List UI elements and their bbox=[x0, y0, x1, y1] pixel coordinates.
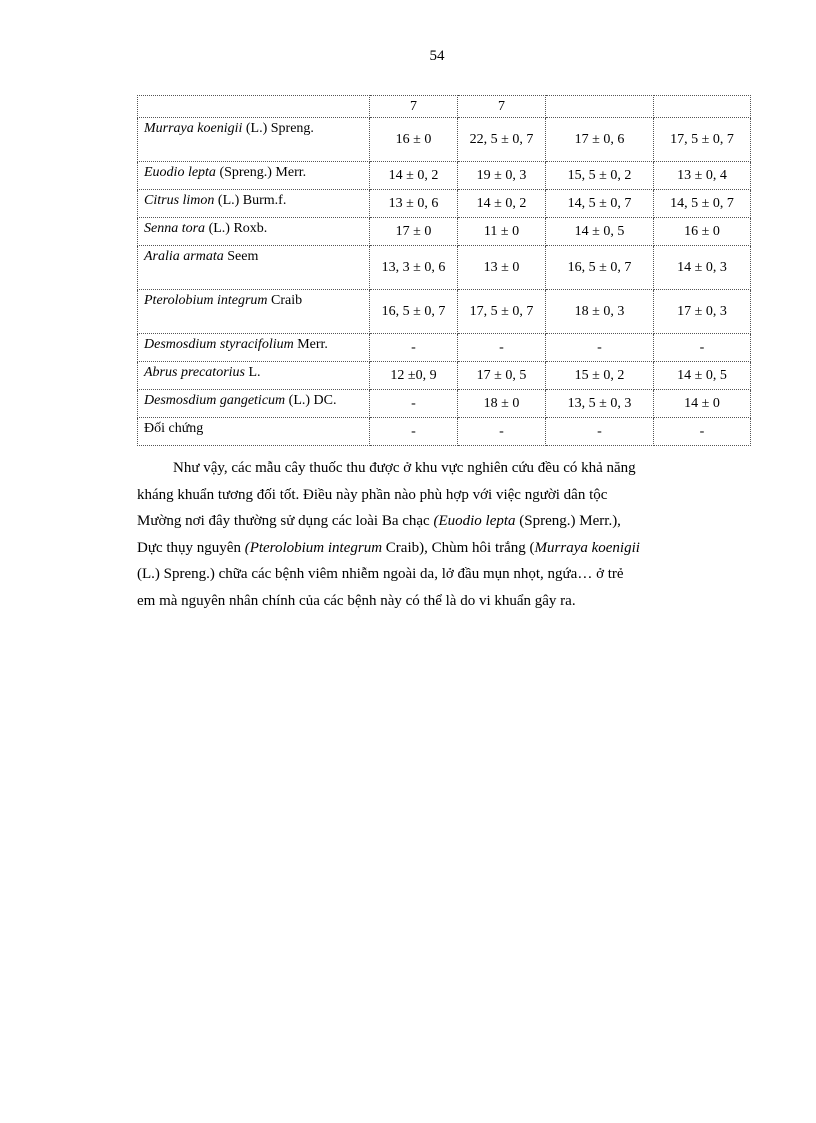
value-cell: - bbox=[458, 334, 546, 362]
value-cell: 19 ± 0, 3 bbox=[458, 162, 546, 190]
species-author: (Spreng.) Merr. bbox=[215, 165, 307, 180]
value-cell: - bbox=[370, 418, 458, 446]
table-row bbox=[138, 362, 751, 390]
species-name-cell bbox=[138, 96, 370, 118]
value-cell: 17 ± 0 bbox=[370, 218, 458, 246]
table-row bbox=[138, 334, 751, 362]
paragraph-line: Như vậy, các mẫu cây thuốc thu được ở khu vực nghiên cứu đều có khả năng bbox=[173, 460, 636, 476]
value-cell: 7 bbox=[458, 96, 546, 118]
species-name-cell bbox=[138, 390, 370, 418]
species-name-cell bbox=[138, 418, 370, 446]
table-row bbox=[138, 246, 751, 290]
value-cell: 13 ± 0, 6 bbox=[370, 190, 458, 218]
value-cell: - bbox=[458, 418, 546, 446]
species-name-italic: Desmosdium gangeticum bbox=[144, 393, 286, 408]
value-cell: 15 ± 0, 2 bbox=[546, 362, 654, 390]
table-row bbox=[138, 162, 751, 190]
value-cell: - bbox=[546, 334, 654, 362]
value-cell: 15, 5 ± 0, 2 bbox=[546, 162, 654, 190]
value-cell: 13 ± 0 bbox=[458, 246, 546, 290]
italic-species: (Euodio lepta bbox=[433, 513, 516, 529]
table-row bbox=[138, 96, 751, 118]
species-name-italic: Senna tora bbox=[144, 221, 206, 236]
value-cell: 12 ±0, 9 bbox=[370, 362, 458, 390]
value-cell: 16 ± 0 bbox=[370, 118, 458, 162]
species-name-italic: Aralia armata bbox=[144, 249, 224, 264]
value-cell: - bbox=[546, 418, 654, 446]
species-name-cell bbox=[138, 290, 370, 334]
species-author: (L.) Spreng. bbox=[242, 121, 314, 136]
species-name-italic: Abrus precatorius bbox=[144, 365, 245, 380]
species-author: (L.) Roxb. bbox=[205, 221, 268, 236]
species-name-cell bbox=[138, 218, 370, 246]
results-table bbox=[137, 95, 751, 446]
value-cell: 16, 5 ± 0, 7 bbox=[370, 290, 458, 334]
italic-species: (Pterolobium integrum bbox=[244, 539, 383, 556]
species-author: (L.) DC. bbox=[285, 393, 337, 408]
body-paragraph bbox=[137, 455, 740, 614]
value-cell: 16, 5 ± 0, 7 bbox=[546, 246, 654, 290]
value-cell: 18 ± 0 bbox=[458, 390, 546, 418]
value-cell bbox=[654, 96, 751, 118]
paragraph-line: (L.) Spreng.) chữa các bệnh viêm nhiễm ngoài da, lở đầu mụn nhọt, ngứa… ở trẻ bbox=[137, 566, 624, 582]
species-name-italic: Desmosdium styracifolium bbox=[144, 337, 294, 352]
table-row bbox=[138, 390, 751, 418]
value-cell: 14 ± 0, 2 bbox=[370, 162, 458, 190]
table-row bbox=[138, 190, 751, 218]
species-name-cell bbox=[138, 334, 370, 362]
value-cell: 17 ± 0, 3 bbox=[654, 290, 751, 334]
value-cell: 14, 5 ± 0, 7 bbox=[654, 190, 751, 218]
value-cell: 7 bbox=[370, 96, 458, 118]
species-author: Merr. bbox=[293, 337, 328, 352]
value-cell: 16 ± 0 bbox=[654, 218, 751, 246]
text-run: Mường nơi đây thường sử dụng các loài Ba chạc bbox=[137, 513, 434, 529]
paragraph-line bbox=[137, 535, 740, 562]
value-cell: 22, 5 ± 0, 7 bbox=[458, 118, 546, 162]
table-row bbox=[138, 118, 751, 162]
text-run: Dực thụy nguyên bbox=[137, 539, 245, 556]
value-cell: 14 ± 0, 3 bbox=[654, 246, 751, 290]
species-name-italic: Citrus limon bbox=[144, 193, 215, 208]
value-cell: 14 ± 0 bbox=[654, 390, 751, 418]
species-author: Seem bbox=[223, 249, 259, 264]
species-name-cell bbox=[138, 118, 370, 162]
value-cell: 17, 5 ± 0, 7 bbox=[458, 290, 546, 334]
value-cell: 17, 5 ± 0, 7 bbox=[654, 118, 751, 162]
table-row bbox=[138, 218, 751, 246]
value-cell: 11 ± 0 bbox=[458, 218, 546, 246]
species-name-italic: Pterolobium integrum bbox=[144, 293, 268, 308]
value-cell: 18 ± 0, 3 bbox=[546, 290, 654, 334]
page-number: 54 bbox=[429, 48, 445, 64]
species-author: (L.) Burm.f. bbox=[214, 193, 287, 208]
species-name-cell bbox=[138, 162, 370, 190]
value-cell: 13, 3 ± 0, 6 bbox=[370, 246, 458, 290]
value-cell: 14 ± 0, 5 bbox=[654, 362, 751, 390]
value-cell: 13, 5 ± 0, 3 bbox=[546, 390, 654, 418]
species-name-italic: Euodio lepta bbox=[144, 165, 216, 180]
value-cell bbox=[546, 96, 654, 118]
species-author: Đối chứng bbox=[144, 421, 204, 436]
table-row bbox=[138, 290, 751, 334]
species-name-cell bbox=[138, 190, 370, 218]
value-cell: 14 ± 0, 2 bbox=[458, 190, 546, 218]
paragraph-line: kháng khuẩn tương đối tốt. Điều này phần nào phù hợp với việc người dân tộc bbox=[137, 486, 608, 503]
species-author: Craib bbox=[267, 293, 303, 308]
paragraph-line bbox=[137, 508, 740, 535]
value-cell: 17 ± 0, 5 bbox=[458, 362, 546, 390]
value-cell: 13 ± 0, 4 bbox=[654, 162, 751, 190]
italic-species: Murraya koenigii bbox=[534, 539, 640, 556]
value-cell: - bbox=[654, 418, 751, 446]
species-name-cell bbox=[138, 362, 370, 390]
value-cell: - bbox=[370, 390, 458, 418]
value-cell: 14 ± 0, 5 bbox=[546, 218, 654, 246]
table-row bbox=[138, 418, 751, 446]
value-cell: - bbox=[370, 334, 458, 362]
species-name-italic: Murraya koenigii bbox=[144, 121, 243, 136]
paragraph-line: em mà nguyên nhân chính của các bệnh này có thể là do vi khuẩn gây ra. bbox=[137, 592, 576, 609]
species-name-cell bbox=[138, 246, 370, 290]
value-cell: 17 ± 0, 6 bbox=[546, 118, 654, 162]
species-author: L. bbox=[244, 365, 261, 380]
value-cell: 14, 5 ± 0, 7 bbox=[546, 190, 654, 218]
text-run: Craib), Chùm hôi trắng ( bbox=[382, 539, 535, 556]
text-run: (Spreng.) Merr.), bbox=[515, 513, 621, 529]
value-cell: - bbox=[654, 334, 751, 362]
